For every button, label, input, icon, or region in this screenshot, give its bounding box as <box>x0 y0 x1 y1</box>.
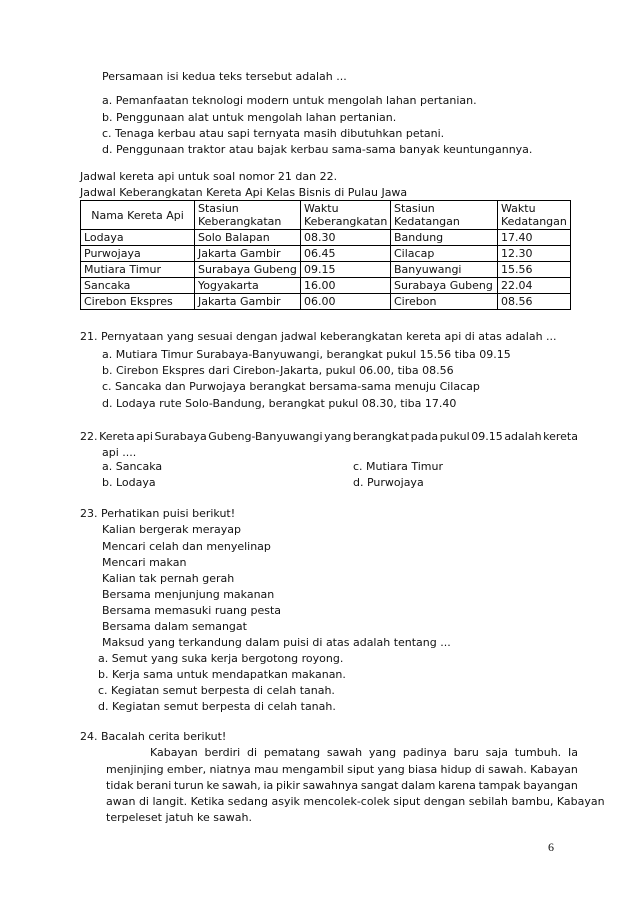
story-word: sawah <box>326 746 363 759</box>
header-arrival-station-line2: Kedatangan <box>394 215 460 228</box>
story-word: di <box>474 763 485 776</box>
q22-word: Surabaya <box>154 430 207 443</box>
story-word: yang <box>368 746 397 759</box>
q21-option-d: d. Lodaya rute Solo-Bandung, berangkat pukul 08.30, tiba 17.40 <box>102 397 457 410</box>
header-departure-time <box>301 201 391 230</box>
q22-word: adalah <box>504 430 542 443</box>
header-arrival-station-line1: Stasiun <box>394 202 435 215</box>
q22-option-b: b. Lodaya <box>102 476 156 489</box>
table-row <box>81 278 571 294</box>
story-word: ke <box>206 779 220 792</box>
story-word: dalam <box>401 779 436 792</box>
story-word: turun <box>174 779 204 792</box>
q22-word: api <box>136 430 153 443</box>
story-word: sangat <box>360 779 399 792</box>
q22-word: yang <box>324 430 352 443</box>
story-word: ia <box>263 779 274 792</box>
story-line4: awan di langit. Ketika sedang asyik mencolek-colek siput dengan sebilah bambu, Kabayan <box>106 795 605 808</box>
story-word: saja <box>485 746 508 759</box>
table-cell: Cirebon <box>391 294 498 310</box>
table-cell: Bandung <box>391 230 498 246</box>
table-cell: 17.40 <box>498 230 571 246</box>
q22-word: Kereta <box>99 430 135 443</box>
q22-word: Gubeng-Banyuwangi <box>208 430 323 443</box>
poem-line: Mencari makan <box>102 556 187 569</box>
q22-stem-line1 <box>80 430 578 443</box>
story-word: Kabayan <box>530 763 578 776</box>
story-word: tampak <box>478 779 521 792</box>
q22-option-a: a. Sancaka <box>102 460 163 473</box>
story-word: di <box>247 746 258 759</box>
story-word: biasa <box>407 763 438 776</box>
story-line1 <box>150 746 578 759</box>
story-word: sawah. <box>488 763 527 776</box>
table-header-row <box>81 201 571 230</box>
table-cell: 16.00 <box>301 278 391 294</box>
story-word: Ia <box>567 746 578 759</box>
header-departure-station-line1: Stasiun <box>198 202 239 215</box>
story-word: mengambil <box>281 763 344 776</box>
q24-stem: 24. Bacalah cerita berikut! <box>80 730 227 743</box>
story-word: mau <box>254 763 279 776</box>
table-cell: Jakarta Gambir <box>195 246 301 262</box>
table-cell: Banyuwangi <box>391 262 498 278</box>
header-train-name: Nama Kereta Api <box>81 201 195 230</box>
table-cell: Lodaya <box>81 230 195 246</box>
table-cell: Cirebon Ekspres <box>81 294 195 310</box>
story-word: tidak <box>106 779 134 792</box>
q22-word: berangkat <box>352 430 410 443</box>
story-word: ember, <box>166 763 207 776</box>
story-line2 <box>106 763 578 776</box>
header-arrival-time-line2: Kedatangan <box>501 215 567 228</box>
q22-word: pada <box>410 430 439 443</box>
q22-option-c: c. Mutiara Timur <box>353 460 444 473</box>
story-word: karena <box>438 779 476 792</box>
header-departure-station <box>195 201 301 230</box>
story-line3 <box>106 779 578 792</box>
story-word: siput <box>347 763 375 776</box>
poem-line: Kalian bergerak merayap <box>102 523 242 536</box>
schedule-intro: Jadwal kereta api untuk soal nomor 21 dan 22. <box>80 170 338 183</box>
poem-line: Bersama dalam semangat <box>102 620 247 633</box>
table-cell: 12.30 <box>498 246 571 262</box>
q20-option-d: d. Penggunaan traktor atau bajak kerbau sama-sama banyak keuntungannya. <box>102 143 533 156</box>
story-word: sawahnya <box>302 779 359 792</box>
schedule-title: Jadwal Keberangkatan Kereta Api Kelas Bisnis di Pulau Jawa <box>80 186 408 199</box>
table-cell: Jakarta Gambir <box>195 294 301 310</box>
story-word: niatnya <box>209 763 251 776</box>
table-cell: 22.04 <box>498 278 571 294</box>
story-word: pikir <box>276 779 301 792</box>
q22-word: 09.15 <box>471 430 503 443</box>
header-arrival-time <box>498 201 571 230</box>
poem-line: Mencari celah dan menyelinap <box>102 540 271 553</box>
q21-option-a: a. Mutiara Timur Surabaya-Banyuwangi, berangkat pukul 15.56 tiba 09.15 <box>102 348 511 361</box>
header-departure-time-line1: Waktu <box>304 202 339 215</box>
q23-option-c: c. Kegiatan semut berpesta di celah tanah. <box>98 684 335 697</box>
story-word: menjinjing <box>106 763 164 776</box>
table-cell: Surabaya Gubeng <box>195 262 301 278</box>
q20-option-a: a. Pemanfaatan teknologi modern untuk mengolah lahan pertanian. <box>102 94 477 107</box>
poem-line: Bersama memasuki ruang pesta <box>102 604 282 617</box>
poem-line: Bersama menjunjung makanan <box>102 588 275 601</box>
story-word: hidup <box>440 763 472 776</box>
header-departure-station-line2: Keberangkatan <box>198 215 282 228</box>
header-arrival-station <box>391 201 498 230</box>
q20-stem: Persamaan isi kedua teks tersebut adalah ... <box>102 70 347 83</box>
q21-option-c: c. Sancaka dan Purwojaya berangkat bersama-sama menuju Cilacap <box>102 380 480 393</box>
table-cell: Purwojaya <box>81 246 195 262</box>
q22-word: pukul <box>439 430 470 443</box>
header-arrival-time-line1: Waktu <box>501 202 536 215</box>
table-cell: Mutiara Timur <box>81 262 195 278</box>
schedule-table <box>80 200 571 310</box>
story-word: berani <box>136 779 172 792</box>
table-cell: 06.00 <box>301 294 391 310</box>
story-word: sawah, <box>222 779 261 792</box>
table-cell: 08.56 <box>498 294 571 310</box>
q22-option-d: d. Purwojaya <box>353 476 424 489</box>
table-cell: Yogyakarta <box>195 278 301 294</box>
q20-option-b: b. Penggunaan alat untuk mengolah lahan pertanian. <box>102 111 397 124</box>
q21-stem: 21. Pernyataan yang sesuai dengan jadwal keberangkatan kereta api di atas adalah ... <box>80 330 557 343</box>
table-row <box>81 230 571 246</box>
table-row <box>81 246 571 262</box>
story-word: yang <box>377 763 405 776</box>
q23-stem: 23. Perhatikan puisi berikut! <box>80 507 236 520</box>
story-word: tumbuh. <box>514 746 562 759</box>
table-cell: Solo Balapan <box>195 230 301 246</box>
q22-stem-line2: api .... <box>102 446 137 459</box>
q23-option-a: a. Semut yang suka kerja bergotong royong. <box>98 652 344 665</box>
story-word: bayangan <box>523 779 578 792</box>
q20-option-c: c. Tenaga kerbau atau sapi ternyata masih dibutuhkan petani. <box>102 127 445 140</box>
q21-option-b: b. Cirebon Ekspres dari Cirebon-Jakarta, pukul 06.00, tiba 08.56 <box>102 364 454 377</box>
table-cell: 09.15 <box>301 262 391 278</box>
q22-word: kereta <box>543 430 578 443</box>
header-departure-time-line2: Keberangkatan <box>304 215 388 228</box>
table-row <box>81 262 571 278</box>
table-cell: Cilacap <box>391 246 498 262</box>
q22-word: 22. <box>80 430 98 443</box>
table-cell: Surabaya Gubeng <box>391 278 498 294</box>
table-cell: 06.45 <box>301 246 391 262</box>
q23-option-b: b. Kerja sama untuk mendapatkan makanan. <box>98 668 346 681</box>
story-word: baru <box>453 746 479 759</box>
story-word: padinya <box>402 746 447 759</box>
table-cell: 08.30 <box>301 230 391 246</box>
table-row <box>81 294 571 310</box>
story-word: Kabayan <box>150 746 198 759</box>
story-word: pematang <box>263 746 321 759</box>
story-line5: terpeleset jatuh ke sawah. <box>106 811 252 824</box>
story-word: berdiri <box>204 746 241 759</box>
table-cell: Sancaka <box>81 278 195 294</box>
q23-question: Maksud yang terkandung dalam puisi di atas adalah tentang ... <box>102 636 451 649</box>
page-number: 6 <box>548 840 554 854</box>
poem-line: Kalian tak pernah gerah <box>102 572 235 585</box>
q23-option-d: d. Kegiatan semut berpesta di celah tanah. <box>98 700 336 713</box>
table-cell: 15.56 <box>498 262 571 278</box>
